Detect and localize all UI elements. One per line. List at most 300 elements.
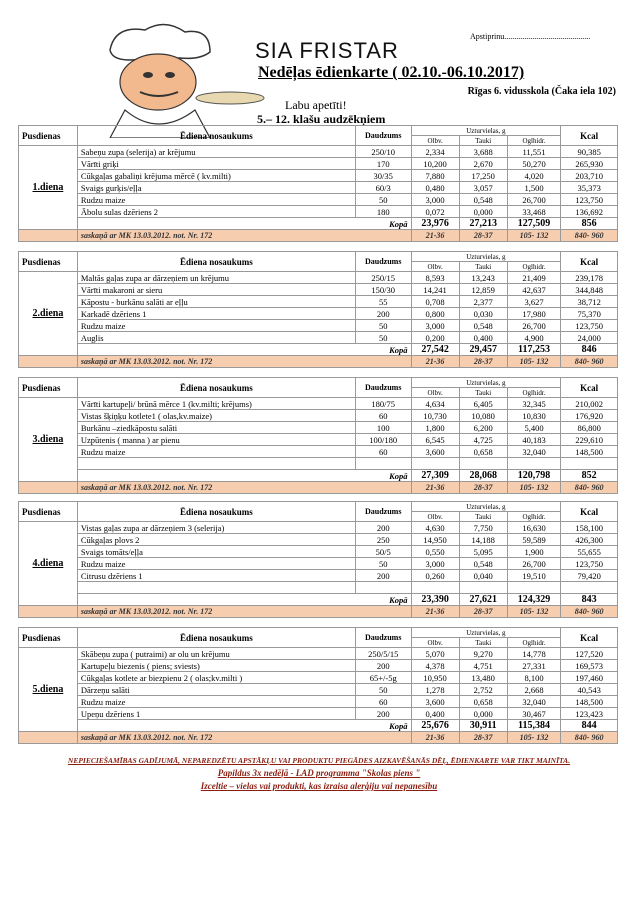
- table-row: [19, 570, 618, 582]
- dish-tauki: [459, 582, 507, 594]
- dish-name: Cūkgaļas gabaliņi krējuma mērcē ( kv.milti): [77, 170, 355, 182]
- norm-tauki: 28-37: [459, 732, 507, 744]
- dish-kcal: 90,385: [561, 146, 618, 158]
- dish-tauki: 0,548: [459, 194, 507, 206]
- qty-col-header: Daudzums: [355, 126, 411, 146]
- norm-tauki: 28-37: [459, 230, 507, 242]
- dish-qty: 50: [355, 558, 411, 570]
- dish-tauki: 0,000: [459, 708, 507, 720]
- dish-name: Svaigs tomāts/eļļa: [77, 546, 355, 558]
- dish-kcal: 197,460: [561, 672, 618, 684]
- dish-name: [77, 458, 355, 470]
- dish-oglhidr: 5,400: [507, 422, 560, 434]
- dish-oglhidr: 1,500: [507, 182, 560, 194]
- dish-qty: 250/5/15: [355, 648, 411, 660]
- dish-name: Rudzu maize: [77, 446, 355, 458]
- dish-name: Karkadē dzēriens 1: [77, 308, 355, 320]
- dish-tauki: 0,400: [459, 332, 507, 344]
- notes-allergen: Izceltie – vielas vai produkti, kas izraisa alerģiju vai nepanesību: [200, 781, 438, 791]
- dish-qty: 50: [355, 684, 411, 696]
- dish-olbv: 1,278: [411, 684, 459, 696]
- dish-qty: 50: [355, 320, 411, 332]
- dish-name: Vārīti griķi: [77, 158, 355, 170]
- dish-tauki: [459, 458, 507, 470]
- dish-kcal: 123,423: [561, 708, 618, 720]
- table-row: [19, 332, 618, 344]
- dish-tauki: 2,670: [459, 158, 507, 170]
- dish-col-header: Ēdiena nosaukums: [77, 252, 355, 272]
- oglhidr-col-header: Oglhidr.: [507, 262, 560, 272]
- norm-oglhidr: 105- 132: [507, 732, 560, 744]
- norm-tauki: 28-37: [459, 606, 507, 618]
- table-row: [19, 708, 618, 720]
- dish-name: Dārzeņu salāti: [77, 684, 355, 696]
- olbv-col-header: Olbv.: [411, 388, 459, 398]
- dish-oglhidr: 21,409: [507, 272, 560, 284]
- dish-olbv: 3,000: [411, 558, 459, 570]
- table-row: [19, 410, 618, 422]
- total-row: [19, 218, 618, 230]
- dish-oglhidr: 32,040: [507, 696, 560, 708]
- dish-qty: 180/75: [355, 398, 411, 410]
- dish-name: Rudzu maize: [77, 194, 355, 206]
- total-row: [19, 344, 618, 356]
- dish-qty: 180: [355, 206, 411, 218]
- total-tauki: 29,457: [459, 344, 507, 356]
- qty-col-header: Daudzums: [355, 502, 411, 522]
- dish-oglhidr: 16,630: [507, 522, 560, 534]
- dish-kcal: 40,543: [561, 684, 618, 696]
- norm-note: saskaņā ar MK 13.03.2012. not. Nr. 172: [77, 230, 411, 242]
- dish-kcal: 79,420: [561, 570, 618, 582]
- dish-oglhidr: 50,270: [507, 158, 560, 170]
- total-olbv: 27,542: [411, 344, 459, 356]
- dish-name: Skābeņu zupa ( putraimi) ar olu un krējumu: [77, 648, 355, 660]
- dish-olbv: 3,000: [411, 194, 459, 206]
- total-kcal: 843: [561, 594, 618, 606]
- day-col-header: Pusdienas: [19, 252, 78, 272]
- tauki-col-header: Tauki: [459, 136, 507, 146]
- dish-kcal: 148,500: [561, 446, 618, 458]
- dish-tauki: 12,859: [459, 284, 507, 296]
- dish-oglhidr: 59,589: [507, 534, 560, 546]
- dish-name: Vistas gaļas zupa ar dārzeņiem 3 (selerija): [77, 522, 355, 534]
- kcal-col-header: Kcal: [561, 252, 618, 272]
- total-label: Kopā: [77, 594, 411, 606]
- tauki-col-header: Tauki: [459, 638, 507, 648]
- dish-qty: 170: [355, 158, 411, 170]
- notes-milk: Papildus 3x nedēļā - LAD programma "Skolas piens ": [217, 768, 421, 778]
- dish-tauki: 10,080: [459, 410, 507, 422]
- dish-kcal: 24,000: [561, 332, 618, 344]
- dish-kcal: 123,750: [561, 558, 618, 570]
- dish-kcal: 158,100: [561, 522, 618, 534]
- dish-kcal: 176,920: [561, 410, 618, 422]
- dish-qty: [355, 458, 411, 470]
- page-title: Nedēļas ēdienkarte ( 02.10.-06.10.2017): [258, 64, 525, 81]
- norm-kcal: 840- 960: [561, 732, 618, 744]
- dish-tauki: 7,750: [459, 522, 507, 534]
- dish-qty: [355, 582, 411, 594]
- olbv-col-header: Olbv.: [411, 512, 459, 522]
- qty-col-header: Daudzums: [355, 252, 411, 272]
- dish-tauki: 3,057: [459, 182, 507, 194]
- dish-name: Vārīti kartupeļi/ brūnā mērce 1 (kv.milti; krējums): [77, 398, 355, 410]
- total-kcal: 856: [561, 218, 618, 230]
- dish-tauki: 17,250: [459, 170, 507, 182]
- dish-oglhidr: 3,627: [507, 296, 560, 308]
- dish-oglhidr: 40,183: [507, 434, 560, 446]
- dish-qty: 60: [355, 696, 411, 708]
- dish-tauki: 6,405: [459, 398, 507, 410]
- dish-olbv: 14,241: [411, 284, 459, 296]
- dish-name: Maltās gaļas zupa ar dārzeņiem un krējumu: [77, 272, 355, 284]
- olbv-col-header: Olbv.: [411, 136, 459, 146]
- dish-oglhidr: 14,778: [507, 648, 560, 660]
- dish-name: Sabeņu zupa (selerija) ar krējumu: [77, 146, 355, 158]
- dish-oglhidr: 32,345: [507, 398, 560, 410]
- day-table: [18, 377, 618, 494]
- norm-kcal: 840- 960: [561, 482, 618, 494]
- dish-qty: 60: [355, 446, 411, 458]
- dish-olbv: 8,593: [411, 272, 459, 284]
- dish-tauki: 9,270: [459, 648, 507, 660]
- dish-oglhidr: 42,637: [507, 284, 560, 296]
- dish-tauki: 2,752: [459, 684, 507, 696]
- table-row: [19, 660, 618, 672]
- dish-kcal: 123,750: [561, 320, 618, 332]
- dish-qty: 55: [355, 296, 411, 308]
- dish-qty: 250/10: [355, 146, 411, 158]
- total-olbv: 23,976: [411, 218, 459, 230]
- dish-name: Cūkgaļas kotlete ar biezpienu 2 ( olas;kv.milti ): [77, 672, 355, 684]
- dish-olbv: 4,634: [411, 398, 459, 410]
- day-table: [18, 627, 618, 744]
- oglhidr-col-header: Oglhidr.: [507, 136, 560, 146]
- table-row: [19, 672, 618, 684]
- olbv-col-header: Olbv.: [411, 638, 459, 648]
- dish-qty: 60: [355, 410, 411, 422]
- dish-qty: 250: [355, 534, 411, 546]
- norm-olbv: 21-36: [411, 356, 459, 368]
- day-name: 4.diena: [19, 522, 78, 606]
- dish-qty: 65+/-5g: [355, 672, 411, 684]
- norm-tauki: 28-37: [459, 356, 507, 368]
- dish-qty: 100: [355, 422, 411, 434]
- table-row: [19, 320, 618, 332]
- dish-tauki: 0,658: [459, 446, 507, 458]
- total-olbv: 27,309: [411, 470, 459, 482]
- dish-olbv: 14,950: [411, 534, 459, 546]
- norm-oglhidr: 105- 132: [507, 356, 560, 368]
- notes-change: NEPIECIEŠAMĪBAS GADĪJUMĀ, NEPAREDZĒTU APSTĀKĻU VAI PRODUKTU PIEGĀDES AIZKAVĒŠANĀS DĒĻ, ĒDIENKARTE VAR TIKT MAINĪTA.: [67, 756, 571, 765]
- day-table: [18, 125, 618, 242]
- dish-oglhidr: 2,668: [507, 684, 560, 696]
- total-kcal: 844: [561, 720, 618, 732]
- chef-illustration: [70, 20, 265, 138]
- total-row: [19, 594, 618, 606]
- dish-olbv: 0,550: [411, 546, 459, 558]
- dish-kcal: 344,848: [561, 284, 618, 296]
- dish-name: Vistas šķiņķu kotlete1 ( olas,kv.maize): [77, 410, 355, 422]
- dish-olbv: 2,334: [411, 146, 459, 158]
- norm-olbv: 21-36: [411, 230, 459, 242]
- dish-name: Citrusu dzēriens 1: [77, 570, 355, 582]
- dish-olbv: 0,072: [411, 206, 459, 218]
- tauki-col-header: Tauki: [459, 388, 507, 398]
- nutrients-col-header: Uzturvielas, g: [411, 378, 561, 388]
- dish-qty: 100/180: [355, 434, 411, 446]
- dish-qty: 200: [355, 308, 411, 320]
- dish-name: Cūkgaļas plovs 2: [77, 534, 355, 546]
- day-col-header: Pusdienas: [19, 628, 78, 648]
- dish-oglhidr: 26,700: [507, 194, 560, 206]
- table-row: [19, 582, 618, 594]
- nutrients-col-header: Uzturvielas, g: [411, 126, 561, 136]
- table-row: [19, 272, 618, 284]
- tauki-col-header: Tauki: [459, 512, 507, 522]
- total-kcal: 852: [561, 470, 618, 482]
- table-row: [19, 434, 618, 446]
- dish-kcal: 239,178: [561, 272, 618, 284]
- dish-qty: 50: [355, 194, 411, 206]
- dish-name: [77, 582, 355, 594]
- dish-name: Upeņu dzēriens 1: [77, 708, 355, 720]
- table-row: [19, 170, 618, 182]
- dish-olbv: 4,630: [411, 522, 459, 534]
- table-row: [19, 158, 618, 170]
- dish-name: Burkānu –ziedkāpostu salāti: [77, 422, 355, 434]
- dish-tauki: 5,095: [459, 546, 507, 558]
- total-oglhidr: 117,253: [507, 344, 560, 356]
- dish-olbv: [411, 582, 459, 594]
- dish-olbv: 6,545: [411, 434, 459, 446]
- dish-kcal: 35,373: [561, 182, 618, 194]
- dish-col-header: Ēdiena nosaukums: [77, 628, 355, 648]
- table-row: [19, 146, 618, 158]
- nutrients-col-header: Uzturvielas, g: [411, 252, 561, 262]
- norm-oglhidr: 105- 132: [507, 230, 560, 242]
- nutrients-col-header: Uzturvielas, g: [411, 502, 561, 512]
- school-name: Rīgas 6. vidusskola (Čaka iela 102): [467, 86, 616, 97]
- dish-kcal: [561, 582, 618, 594]
- kcal-col-header: Kcal: [561, 126, 618, 146]
- dish-tauki: 0,658: [459, 696, 507, 708]
- dish-tauki: 0,548: [459, 320, 507, 332]
- dish-kcal: 210,002: [561, 398, 618, 410]
- total-olbv: 23,390: [411, 594, 459, 606]
- dish-oglhidr: 17,980: [507, 308, 560, 320]
- kcal-col-header: Kcal: [561, 502, 618, 522]
- dish-oglhidr: 4,020: [507, 170, 560, 182]
- total-label: Kopā: [77, 218, 411, 230]
- dish-name: Uzpūtenis ( manna ) ar pienu: [77, 434, 355, 446]
- total-label: Kopā: [77, 344, 411, 356]
- norm-kcal: 840- 960: [561, 356, 618, 368]
- dish-kcal: 86,800: [561, 422, 618, 434]
- dish-olbv: 0,260: [411, 570, 459, 582]
- day-name: 3.diena: [19, 398, 78, 482]
- dish-olbv: 0,480: [411, 182, 459, 194]
- norm-note: saskaņā ar MK 13.03.2012. not. Nr. 172: [77, 606, 411, 618]
- olbv-col-header: Olbv.: [411, 262, 459, 272]
- norm-row: [19, 356, 618, 368]
- dish-name: Rudzu maize: [77, 320, 355, 332]
- norm-oglhidr: 105- 132: [507, 482, 560, 494]
- day-col-header: Pusdienas: [19, 126, 78, 146]
- table-row: [19, 194, 618, 206]
- table-row: [19, 458, 618, 470]
- dish-kcal: 38,712: [561, 296, 618, 308]
- dish-kcal: 203,710: [561, 170, 618, 182]
- total-tauki: 28,068: [459, 470, 507, 482]
- dish-tauki: 0,040: [459, 570, 507, 582]
- dish-oglhidr: [507, 582, 560, 594]
- dish-qty: 250/15: [355, 272, 411, 284]
- dish-olbv: 0,800: [411, 308, 459, 320]
- dish-col-header: Ēdiena nosaukums: [77, 502, 355, 522]
- day-col-header: Pusdienas: [19, 378, 78, 398]
- dish-tauki: 3,688: [459, 146, 507, 158]
- total-row: [19, 470, 618, 482]
- dish-tauki: 6,200: [459, 422, 507, 434]
- norm-note: saskaņā ar MK 13.03.2012. not. Nr. 172: [77, 732, 411, 744]
- tauki-col-header: Tauki: [459, 262, 507, 272]
- dish-tauki: 14,188: [459, 534, 507, 546]
- norm-note: saskaņā ar MK 13.03.2012. not. Nr. 172: [77, 482, 411, 494]
- dish-kcal: 169,573: [561, 660, 618, 672]
- appetite-text: Labu apetīti!: [285, 98, 347, 112]
- day-name: 1.diena: [19, 146, 78, 230]
- day-name: 5.diena: [19, 648, 78, 732]
- table-row: [19, 296, 618, 308]
- table-row: [19, 534, 618, 546]
- dish-tauki: 0,030: [459, 308, 507, 320]
- dish-qty: 200: [355, 570, 411, 582]
- total-oglhidr: 120,798: [507, 470, 560, 482]
- dish-olbv: 4,378: [411, 660, 459, 672]
- dish-qty: 200: [355, 660, 411, 672]
- table-row: [19, 446, 618, 458]
- table-row: [19, 684, 618, 696]
- dish-qty: 200: [355, 522, 411, 534]
- total-oglhidr: 127,509: [507, 218, 560, 230]
- dish-name: Rudzu maize: [77, 558, 355, 570]
- dish-oglhidr: 19,510: [507, 570, 560, 582]
- total-tauki: 27,213: [459, 218, 507, 230]
- table-row: [19, 308, 618, 320]
- dish-olbv: 5,070: [411, 648, 459, 660]
- total-label: Kopā: [77, 470, 411, 482]
- dish-oglhidr: 11,551: [507, 146, 560, 158]
- dish-qty: 150/30: [355, 284, 411, 296]
- total-oglhidr: 115,384: [507, 720, 560, 732]
- nutrients-col-header: Uzturvielas, g: [411, 628, 561, 638]
- dish-tauki: 13,480: [459, 672, 507, 684]
- dish-qty: 200: [355, 708, 411, 720]
- dish-kcal: 123,750: [561, 194, 618, 206]
- dish-oglhidr: 26,700: [507, 320, 560, 332]
- dish-kcal: 127,520: [561, 648, 618, 660]
- norm-kcal: 840- 960: [561, 606, 618, 618]
- dish-tauki: 4,751: [459, 660, 507, 672]
- norm-row: [19, 732, 618, 744]
- dish-qty: 60/3: [355, 182, 411, 194]
- dish-tauki: 0,000: [459, 206, 507, 218]
- grade-text: 5.– 12. klašu audzēkņiem: [257, 112, 386, 126]
- dish-olbv: 3,000: [411, 320, 459, 332]
- dish-olbv: 10,200: [411, 158, 459, 170]
- day-name: 2.diena: [19, 272, 78, 356]
- dish-kcal: 148,500: [561, 696, 618, 708]
- dish-kcal: 75,370: [561, 308, 618, 320]
- approval-line: Apstiprinu...........................................: [470, 32, 591, 41]
- table-row: [19, 422, 618, 434]
- dish-kcal: [561, 458, 618, 470]
- dish-oglhidr: 30,467: [507, 708, 560, 720]
- dish-oglhidr: 33,468: [507, 206, 560, 218]
- dish-oglhidr: 27,331: [507, 660, 560, 672]
- table-row: [19, 284, 618, 296]
- oglhidr-col-header: Oglhidr.: [507, 638, 560, 648]
- dish-oglhidr: [507, 458, 560, 470]
- norm-row: [19, 606, 618, 618]
- table-row: [19, 182, 618, 194]
- kcal-col-header: Kcal: [561, 628, 618, 648]
- day-table: [18, 501, 618, 618]
- total-tauki: 30,911: [459, 720, 507, 732]
- table-row: [19, 522, 618, 534]
- table-row: [19, 696, 618, 708]
- dish-olbv: 0,708: [411, 296, 459, 308]
- qty-col-header: Daudzums: [355, 628, 411, 648]
- norm-olbv: 21-36: [411, 732, 459, 744]
- dish-qty: 30/35: [355, 170, 411, 182]
- dish-kcal: 229,610: [561, 434, 618, 446]
- dish-qty: 50: [355, 332, 411, 344]
- dish-name: Svaigs gurķis/eļļa: [77, 182, 355, 194]
- total-oglhidr: 124,329: [507, 594, 560, 606]
- dish-oglhidr: 26,700: [507, 558, 560, 570]
- company-logo: SIA FRISTAR: [255, 38, 399, 63]
- total-kcal: 846: [561, 344, 618, 356]
- dish-olbv: 0,200: [411, 332, 459, 344]
- norm-note: saskaņā ar MK 13.03.2012. not. Nr. 172: [77, 356, 411, 368]
- norm-oglhidr: 105- 132: [507, 606, 560, 618]
- day-col-header: Pusdienas: [19, 502, 78, 522]
- dish-tauki: 4,725: [459, 434, 507, 446]
- table-row: [19, 546, 618, 558]
- dish-qty: 50/5: [355, 546, 411, 558]
- dish-olbv: 0,400: [411, 708, 459, 720]
- dish-olbv: 3,600: [411, 696, 459, 708]
- dish-name: Auglis: [77, 332, 355, 344]
- kcal-col-header: Kcal: [561, 378, 618, 398]
- dish-oglhidr: 10,830: [507, 410, 560, 422]
- total-row: [19, 720, 618, 732]
- norm-row: [19, 230, 618, 242]
- dish-name: Rudzu maize: [77, 696, 355, 708]
- table-row: [19, 648, 618, 660]
- dish-name: Ābolu sulas dzēriens 2: [77, 206, 355, 218]
- dish-name: Kartupeļu biezenis ( piens; sviests): [77, 660, 355, 672]
- dish-oglhidr: 1,900: [507, 546, 560, 558]
- dish-olbv: 10,730: [411, 410, 459, 422]
- oglhidr-col-header: Oglhidr.: [507, 512, 560, 522]
- dish-kcal: 426,300: [561, 534, 618, 546]
- norm-row: [19, 482, 618, 494]
- norm-olbv: 21-36: [411, 482, 459, 494]
